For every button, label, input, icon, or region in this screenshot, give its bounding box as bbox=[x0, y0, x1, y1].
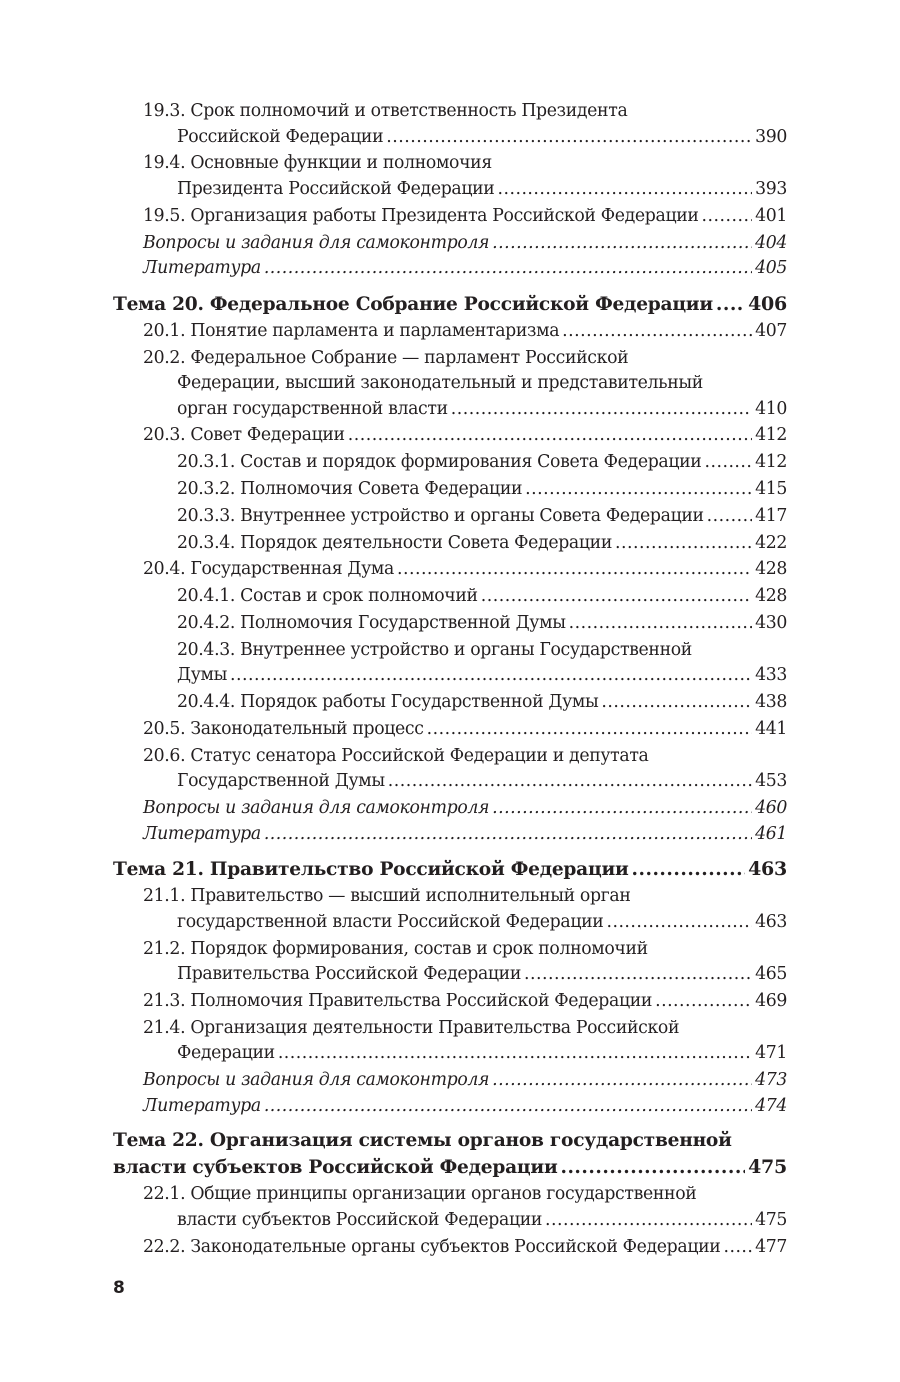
toc-entry-title-line: 20.3.4. Порядок деятельности Совета Федерации bbox=[177, 532, 612, 553]
toc-entry-title-line: Тема 20. Федеральное Собрание Российской Федерации bbox=[113, 293, 713, 315]
toc-entry-title-line: 21.3. Полномочия Правительства Российской Федерации bbox=[143, 990, 653, 1011]
dot-leader bbox=[397, 557, 752, 583]
dot-leader bbox=[492, 231, 752, 257]
toc-entry-title-line: 19.4. Основные функции и полномочия bbox=[143, 153, 492, 174]
toc-page-number: 393 bbox=[755, 178, 787, 199]
toc-entry-title-line: Тема 21. Правительство Российской Федерации bbox=[113, 859, 629, 881]
toc-entry-title-line: 20.2. Федеральное Собрание — парламент Российской bbox=[143, 347, 629, 368]
toc-entry-title-line: Правительства Российской Федерации bbox=[177, 964, 521, 985]
toc-page-number: 475 bbox=[748, 1156, 787, 1179]
toc-topic-entry bbox=[113, 1128, 787, 1181]
toc-auxiliary-entry bbox=[143, 256, 787, 282]
toc-page-number: 410 bbox=[755, 398, 787, 419]
toc-entry bbox=[177, 450, 787, 476]
toc-entry-title-line: государственной власти Российской Федерации bbox=[177, 911, 604, 932]
toc-entry bbox=[143, 423, 787, 449]
toc-entry bbox=[143, 319, 787, 345]
dot-leader bbox=[427, 717, 752, 743]
dot-leader bbox=[481, 584, 752, 610]
toc-auxiliary-entry bbox=[143, 1094, 787, 1120]
toc-entry-title-line: орган государственной власти bbox=[177, 398, 448, 419]
toc-topic-entry bbox=[113, 856, 787, 883]
toc-auxiliary-entry bbox=[143, 822, 787, 848]
toc-entry bbox=[143, 151, 787, 202]
toc-entry bbox=[143, 1016, 787, 1067]
toc-page-number: 463 bbox=[748, 858, 787, 881]
toc-entry-title-line: 20.4.1. Состав и срок полномочий bbox=[177, 586, 478, 607]
toc-page-number: 412 bbox=[755, 425, 787, 446]
toc-page-number: 404 bbox=[755, 232, 787, 253]
dot-leader bbox=[723, 1235, 752, 1261]
dot-leader bbox=[451, 397, 752, 423]
toc-entry bbox=[177, 611, 787, 637]
toc-page-number: 428 bbox=[755, 559, 787, 580]
toc-entry bbox=[177, 531, 787, 557]
toc-entry bbox=[143, 99, 787, 150]
toc-entry-title-line: 20.3.1. Состав и порядок формирования Совета Федерации bbox=[177, 452, 702, 473]
toc-page-number: 473 bbox=[755, 1070, 787, 1091]
toc-entry bbox=[177, 690, 787, 716]
dot-leader bbox=[545, 1208, 752, 1234]
toc-entry-title-line: 20.6. Статус сенатора Российской Федерации и депутата bbox=[143, 745, 649, 766]
dot-leader bbox=[707, 504, 752, 530]
dot-leader bbox=[386, 125, 752, 151]
toc-entry-title-line: Литература bbox=[143, 258, 261, 279]
dot-leader bbox=[615, 531, 752, 557]
dot-leader bbox=[388, 769, 752, 795]
page-number: 8 bbox=[113, 1278, 125, 1298]
dot-leader bbox=[264, 822, 752, 848]
toc-entry-title-line: Вопросы и задания для самоконтроля bbox=[143, 1070, 490, 1091]
toc-page-number: 469 bbox=[755, 990, 787, 1011]
dot-leader bbox=[497, 177, 752, 203]
toc-page-number: 441 bbox=[755, 718, 787, 739]
toc-page-number: 460 bbox=[755, 798, 787, 819]
toc-entry-title-line: 20.3.3. Внутреннее устройство и органы Совета Федерации bbox=[177, 505, 704, 526]
toc-auxiliary-entry bbox=[143, 796, 787, 822]
toc-entry bbox=[143, 989, 787, 1015]
toc-entry bbox=[143, 557, 787, 583]
toc-entry-title-line: 20.4. Государственная Дума bbox=[143, 559, 394, 580]
toc-page-number: 475 bbox=[755, 1209, 787, 1230]
toc-entry bbox=[143, 937, 787, 988]
toc-page-number: 390 bbox=[755, 126, 787, 147]
dot-leader bbox=[230, 663, 752, 689]
dot-leader bbox=[492, 1068, 752, 1094]
toc-entry-title-line: 22.2. Законодательные органы субъектов Российской Федерации bbox=[143, 1236, 721, 1257]
toc-auxiliary-entry bbox=[143, 1068, 787, 1094]
dot-leader bbox=[264, 1094, 752, 1120]
toc-page-number: 474 bbox=[755, 1095, 787, 1116]
dot-leader bbox=[524, 962, 752, 988]
dot-leader bbox=[492, 796, 752, 822]
toc-page-number: 461 bbox=[755, 823, 787, 844]
toc-page-number: 428 bbox=[755, 586, 787, 607]
toc-entry-title-line: 21.2. Порядок формирования, состав и срок полномочий bbox=[143, 938, 648, 959]
dot-leader bbox=[560, 1155, 745, 1181]
toc-entry bbox=[177, 504, 787, 530]
toc-page-number: 422 bbox=[755, 532, 787, 553]
toc-entry-title-line: 22.1. Общие принципы организации органов государственной bbox=[143, 1184, 697, 1205]
toc-entry-title-line: Федерации bbox=[177, 1043, 275, 1064]
toc-topic-entry bbox=[113, 291, 787, 318]
toc-entry-title-line: 20.3.2. Полномочия Совета Федерации bbox=[177, 479, 523, 500]
toc-page-number: 406 bbox=[748, 292, 787, 315]
toc-entry-title-line: 20.1. Понятие парламента и парламентаризма bbox=[143, 320, 560, 341]
table-of-contents bbox=[113, 99, 787, 1261]
dot-leader bbox=[704, 450, 752, 476]
toc-entry-title-line: Федерации, высший законодательный и представительный bbox=[177, 373, 703, 394]
toc-page-number: 407 bbox=[755, 320, 787, 341]
toc-entry bbox=[177, 477, 787, 503]
toc-page-number: 417 bbox=[755, 505, 787, 526]
toc-entry bbox=[177, 638, 787, 689]
toc-page-number: 463 bbox=[755, 911, 787, 932]
toc-page-number: 412 bbox=[755, 452, 787, 473]
toc-entry-title-line: Государственной Думы bbox=[177, 771, 385, 792]
toc-page-number: 471 bbox=[755, 1043, 787, 1064]
dot-leader bbox=[562, 319, 752, 345]
toc-entry-title-line: 21.4. Организация деятельности Правительства Российской bbox=[143, 1017, 680, 1038]
toc-page-number: 438 bbox=[755, 692, 787, 713]
dot-leader bbox=[716, 292, 745, 318]
toc-entry bbox=[143, 717, 787, 743]
dot-leader bbox=[601, 690, 752, 716]
toc-entry bbox=[143, 204, 787, 230]
toc-entry bbox=[143, 346, 787, 423]
toc-entry-title-line: 20.5. Законодательный процесс bbox=[143, 718, 424, 739]
toc-page-number: 415 bbox=[755, 479, 787, 500]
toc-entry-title-line: 20.4.4. Порядок работы Государственной Думы bbox=[177, 692, 599, 713]
toc-page-number: 405 bbox=[755, 258, 787, 279]
toc-entry bbox=[143, 884, 787, 935]
toc-entry-title-line: 21.1. Правительство — высший исполнительный орган bbox=[143, 886, 631, 907]
toc-entry bbox=[143, 1182, 787, 1233]
toc-entry-title-line: 20.4.2. Полномочия Государственной Думы bbox=[177, 612, 566, 633]
toc-entry-title-line: 20.4.3. Внутреннее устройство и органы Государственной bbox=[177, 639, 692, 660]
toc-entry bbox=[143, 744, 787, 795]
toc-auxiliary-entry bbox=[143, 231, 787, 257]
toc-entry bbox=[143, 1235, 787, 1261]
toc-page-number: 465 bbox=[755, 964, 787, 985]
toc-page-number: 433 bbox=[755, 665, 787, 686]
toc-entry-title-line: Президента Российской Федерации bbox=[177, 178, 495, 199]
dot-leader bbox=[606, 910, 752, 936]
toc-entry-title-line: 19.3. Срок полномочий и ответственность Президента bbox=[143, 101, 628, 121]
dot-leader bbox=[525, 477, 752, 503]
dot-leader bbox=[278, 1041, 752, 1067]
dot-leader bbox=[348, 423, 752, 449]
toc-entry-title-line: 20.3. Совет Федерации bbox=[143, 425, 345, 446]
toc-entry-title-line: 19.5. Организация работы Президента Российской Федерации bbox=[143, 205, 699, 226]
toc-page-number: 477 bbox=[755, 1236, 787, 1257]
toc-entry-title-line: Российской Федерации bbox=[177, 126, 384, 147]
toc-entry bbox=[177, 584, 787, 610]
toc-entry-title-line: власти субъектов Российской Федерации bbox=[177, 1209, 543, 1230]
toc-page-number: 401 bbox=[755, 205, 787, 226]
toc-entry-title-line: Литература bbox=[143, 1095, 261, 1116]
toc-entry-title-line: Литература bbox=[143, 823, 261, 844]
toc-entry-title-line: Вопросы и задания для самоконтроля bbox=[143, 798, 490, 819]
toc-entry-title-line: власти субъектов Российской Федерации bbox=[113, 1157, 558, 1179]
toc-page-number: 430 bbox=[755, 612, 787, 633]
dot-leader bbox=[569, 611, 752, 637]
dot-leader bbox=[702, 204, 753, 230]
toc-entry-title-line: Вопросы и задания для самоконтроля bbox=[143, 232, 490, 253]
dot-leader bbox=[632, 857, 746, 883]
dot-leader bbox=[655, 989, 752, 1015]
toc-entry-title-line: Тема 22. Организация системы органов государственной bbox=[113, 1130, 732, 1152]
toc-entry-title-line: Думы bbox=[177, 665, 228, 686]
toc-page-number: 453 bbox=[755, 771, 787, 792]
dot-leader bbox=[264, 256, 752, 282]
